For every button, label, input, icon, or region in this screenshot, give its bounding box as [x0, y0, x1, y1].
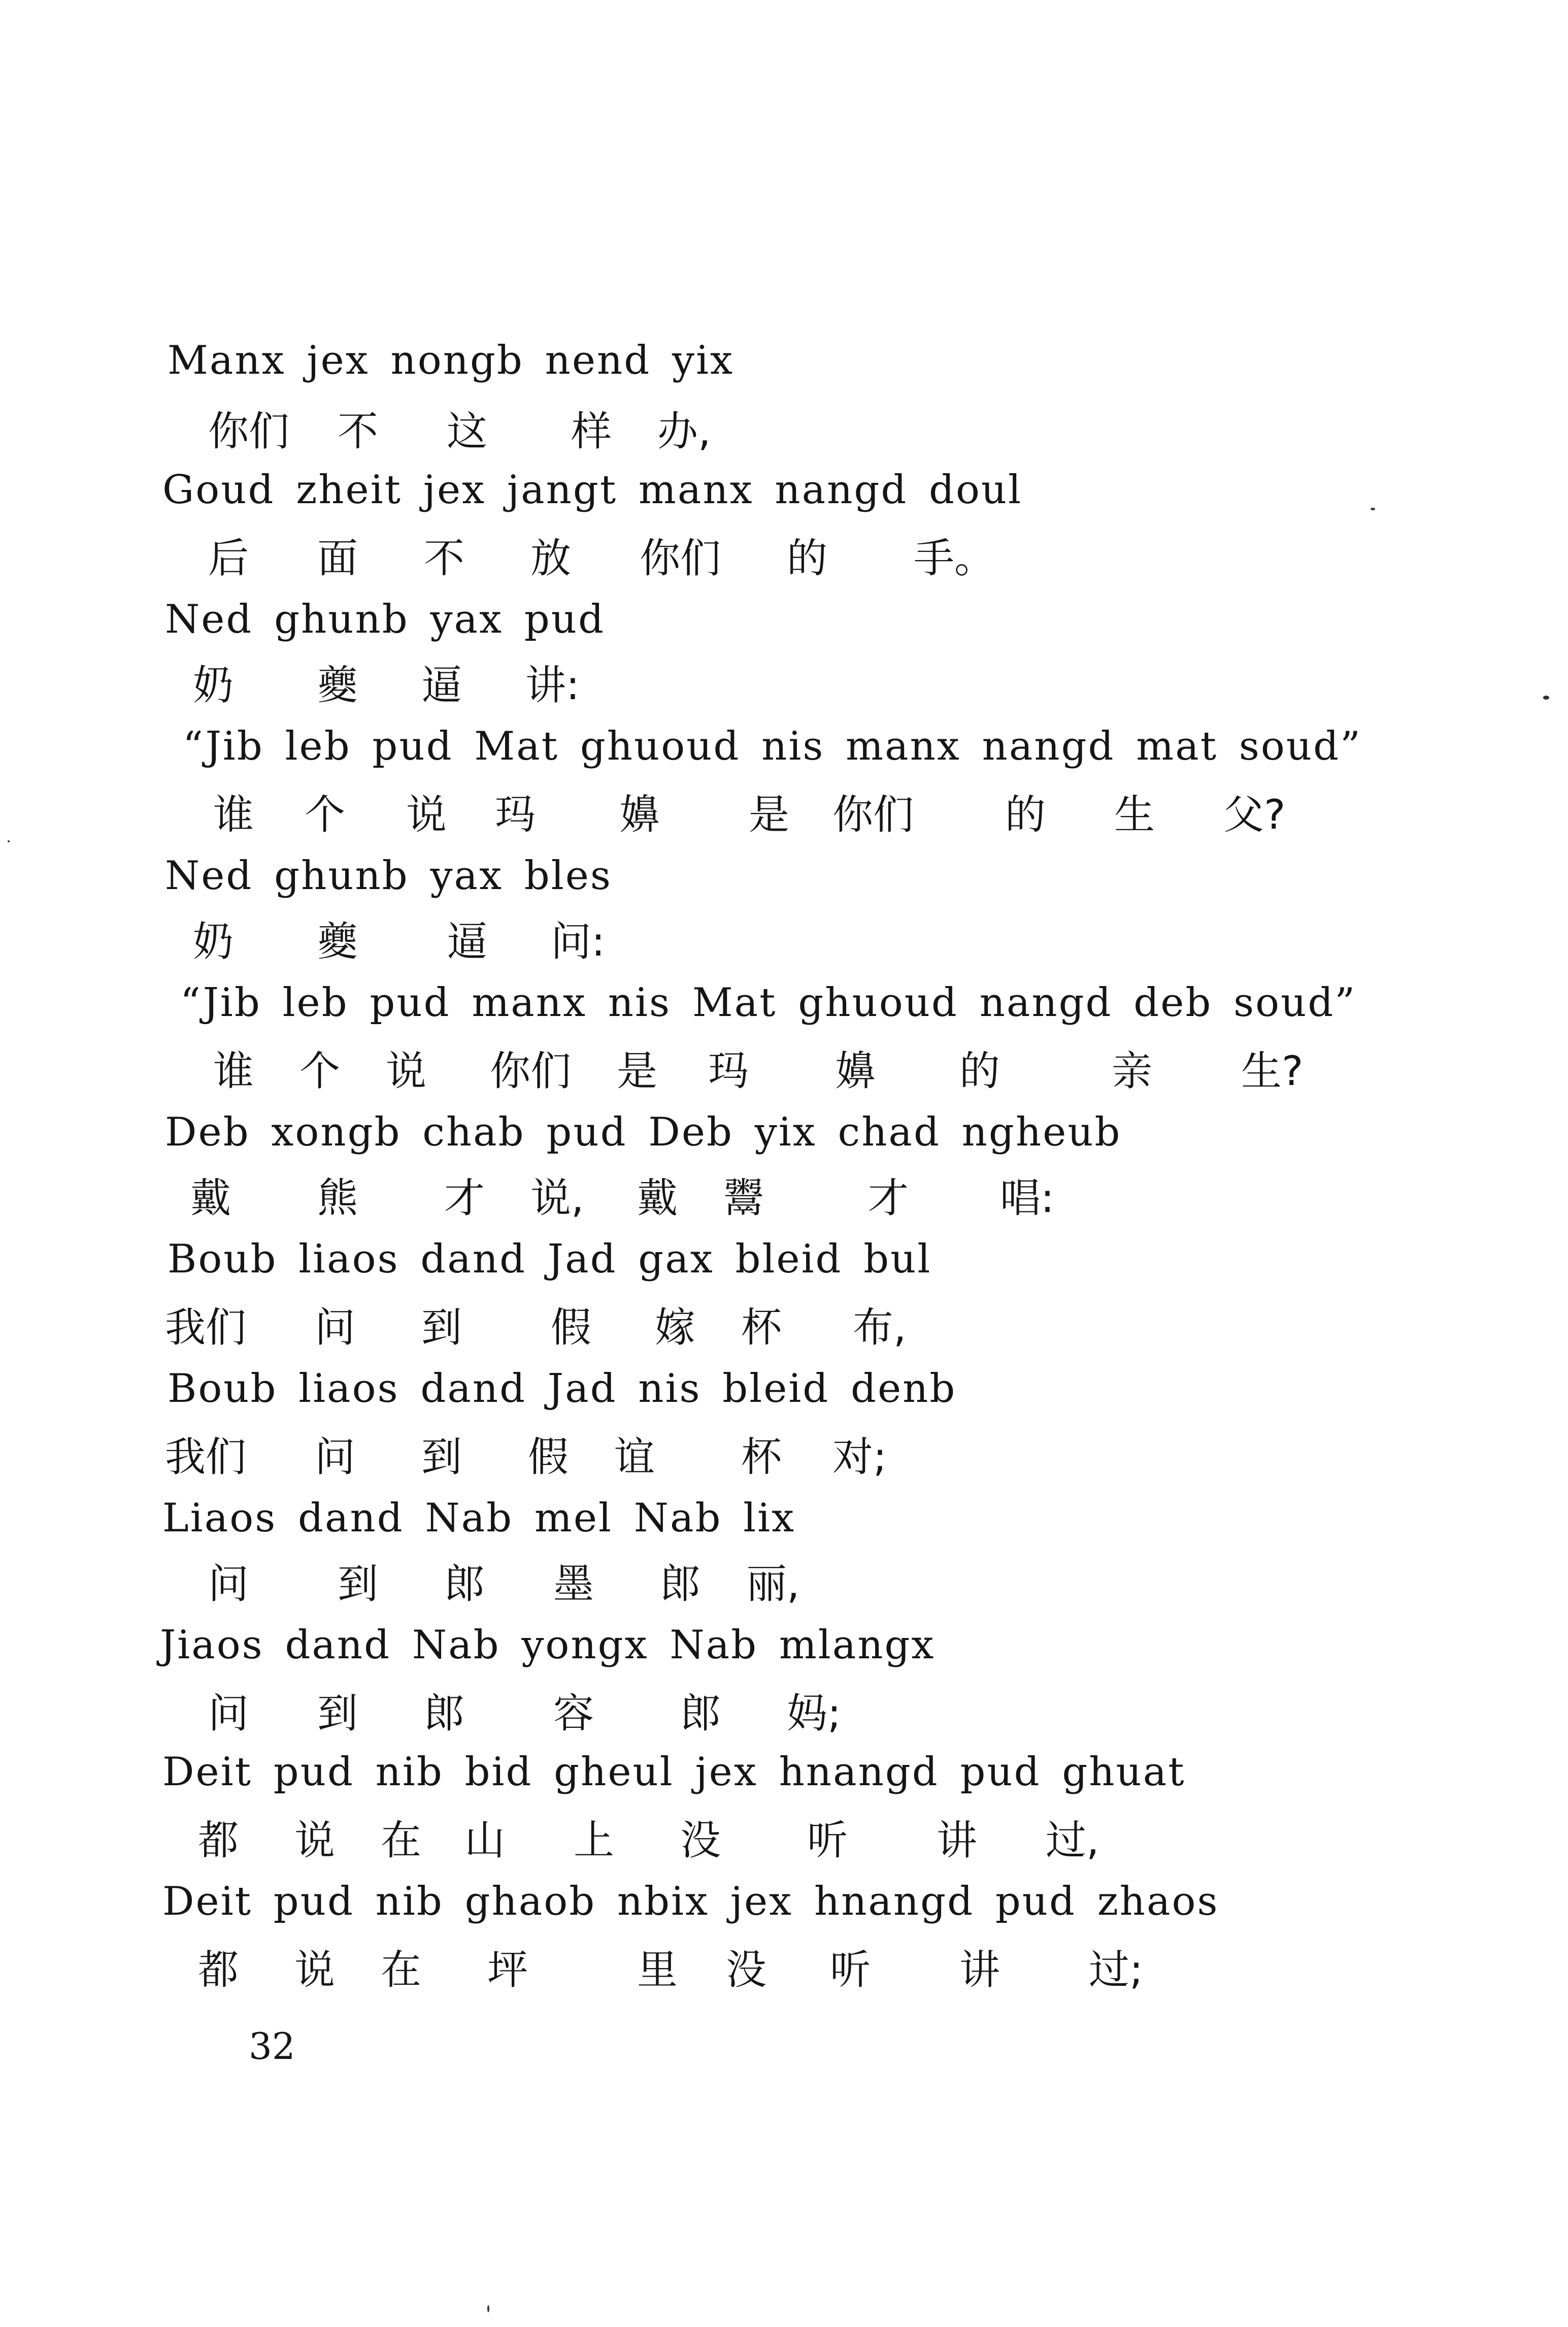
gloss-word: 问: [208, 1560, 249, 1608]
gloss-word: 才: [444, 1174, 485, 1222]
gloss-word: 里: [637, 1946, 678, 1993]
gloss-word: 问:: [551, 918, 605, 965]
scan-speck: [487, 2305, 489, 2312]
gloss-word: 说: [294, 1817, 335, 1864]
gloss-word: 问: [315, 1433, 355, 1481]
miao-text: Deit pud nib ghaob nbix jex hnangd pud zhaos: [162, 1879, 1219, 1924]
gloss-word: 在: [381, 1817, 421, 1864]
gloss-word: 妈;: [787, 1690, 841, 1737]
gloss-word: 个: [299, 1047, 340, 1095]
gloss-word: 对;: [832, 1433, 887, 1481]
gloss-word: 这: [447, 408, 487, 455]
miao-text: Boub liaos dand Jad gax bleid bul: [168, 1236, 932, 1282]
miao-text: Ned ghunb yax pud: [165, 597, 605, 642]
gloss-word: 生?: [1241, 1047, 1304, 1095]
gloss-word: 逼: [421, 662, 462, 709]
scan-speck: [1371, 508, 1375, 510]
gloss-word: 在: [381, 1946, 421, 1993]
gloss-word: 到: [421, 1433, 462, 1481]
miao-text: Boub liaos dand Jad nis bleid denb: [168, 1366, 957, 1412]
miao-text: “Jib leb pud Mat ghuoud nis manx nangd mat soud”: [183, 724, 1362, 769]
gloss-word: 墨: [553, 1560, 594, 1608]
miao-text: Goud zheit jex jangt manx nangd doul: [162, 467, 1023, 513]
gloss-word: 不: [424, 535, 464, 582]
gloss-word: 逼: [447, 918, 487, 965]
gloss-word: 山: [464, 1817, 505, 1864]
chinese-gloss-line-13: [0, 1940, 1568, 2041]
gloss-word: 后: [208, 535, 249, 582]
gloss-word: 说: [294, 1946, 335, 1993]
gloss-word: 才: [868, 1174, 909, 1222]
gloss-word: 杯: [741, 1433, 782, 1481]
gloss-word: 夔: [317, 662, 358, 709]
gloss-word: 你们: [832, 791, 914, 838]
gloss-word: 玛: [495, 791, 536, 838]
gloss-word: 手。: [914, 535, 995, 582]
gloss-word: 讲:: [525, 662, 580, 709]
gloss-word: 郎: [660, 1560, 700, 1608]
page-number: 32: [249, 2025, 295, 2068]
gloss-word: 你们: [208, 408, 289, 455]
gloss-word: 布,: [853, 1304, 907, 1351]
gloss-word: 听: [807, 1817, 848, 1864]
gloss-word: 说,: [530, 1174, 584, 1222]
gloss-word: 说: [386, 1047, 426, 1095]
gloss-word: 假: [528, 1433, 569, 1481]
gloss-word: 亲: [1112, 1047, 1152, 1095]
gloss-word: 到: [317, 1690, 358, 1737]
gloss-word: 奶: [193, 918, 233, 965]
gloss-word: 我们: [165, 1433, 246, 1481]
gloss-word: 没: [680, 1817, 721, 1864]
gloss-word: 到: [421, 1304, 462, 1351]
gloss-word: 过,: [1046, 1817, 1099, 1864]
miao-text: Liaos dand Nab mel Nab lix: [162, 1495, 796, 1541]
gloss-word: 容: [553, 1690, 594, 1737]
gloss-word: 坪: [487, 1946, 528, 1993]
gloss-word: 都: [198, 1817, 239, 1864]
miao-text: Deit pud nib bid gheul jex hnangd pud ghuat: [162, 1749, 1186, 1795]
gloss-word: 过;: [1089, 1946, 1143, 1993]
gloss-word: 杯: [741, 1304, 782, 1351]
gloss-word: 谊: [614, 1433, 655, 1481]
gloss-word: 夔: [317, 918, 358, 965]
gloss-word: 上: [574, 1817, 614, 1864]
gloss-word: 不: [338, 408, 378, 455]
miao-text: Jiaos dand Nab yongx Nab mlangx: [160, 1622, 936, 1668]
gloss-word: 到: [338, 1560, 378, 1608]
gloss-word: 谁: [213, 1047, 254, 1095]
gloss-word: 问: [315, 1304, 355, 1351]
miao-text: Manx jex nongb nend yix: [168, 338, 734, 383]
gloss-word: 说: [406, 791, 447, 838]
gloss-word: 你们: [490, 1047, 571, 1095]
gloss-word: 戴: [190, 1174, 231, 1222]
gloss-word: 郎: [424, 1690, 464, 1737]
gloss-word: 问: [208, 1690, 249, 1737]
gloss-word: 是: [749, 791, 789, 838]
gloss-word: 听: [830, 1946, 871, 1993]
gloss-word: 放: [530, 535, 571, 582]
miao-text: Deb xongb chab pud Deb yix chad ngheub: [165, 1109, 1122, 1155]
gloss-word: 的: [1005, 791, 1046, 838]
gloss-word: 的: [787, 535, 827, 582]
gloss-word: 没: [726, 1946, 766, 1993]
gloss-word: 郎: [680, 1690, 721, 1737]
gloss-word: 谁: [213, 791, 254, 838]
gloss-word: 假: [551, 1304, 591, 1351]
gloss-word: 办,: [657, 408, 711, 455]
gloss-word: 面: [317, 535, 358, 582]
scan-speck: [8, 840, 10, 842]
gloss-word: 戴: [637, 1174, 678, 1222]
gloss-word: 嬶: [619, 791, 660, 838]
gloss-word: 是: [617, 1047, 657, 1095]
gloss-word: 的: [959, 1047, 1000, 1095]
gloss-word: 熊: [317, 1174, 358, 1222]
gloss-word: 唱:: [1000, 1174, 1054, 1222]
gloss-word: 嫁: [655, 1304, 695, 1351]
gloss-word: 玛: [708, 1047, 749, 1095]
gloss-word: 讲: [937, 1817, 977, 1864]
gloss-word: 生: [1114, 791, 1155, 838]
gloss-word: 我们: [165, 1304, 246, 1351]
gloss-word: 讲: [959, 1946, 1000, 1993]
gloss-word: 都: [198, 1946, 239, 1993]
gloss-word: 郎: [444, 1560, 485, 1608]
gloss-word: 奶: [193, 662, 233, 709]
gloss-word: 鬻: [723, 1174, 764, 1222]
scan-speck: [1543, 696, 1549, 700]
gloss-word: 丽,: [746, 1560, 800, 1608]
gloss-word: 个: [305, 791, 345, 838]
gloss-word: 样: [571, 408, 612, 455]
miao-text: Ned ghunb yax bles: [165, 853, 612, 899]
gloss-word: 你们: [640, 535, 721, 582]
gloss-word: 父?: [1223, 791, 1286, 838]
miao-text: “Jib leb pud manx nis Mat ghuoud nangd deb soud”: [180, 980, 1357, 1026]
gloss-word: 嬶: [835, 1047, 876, 1095]
